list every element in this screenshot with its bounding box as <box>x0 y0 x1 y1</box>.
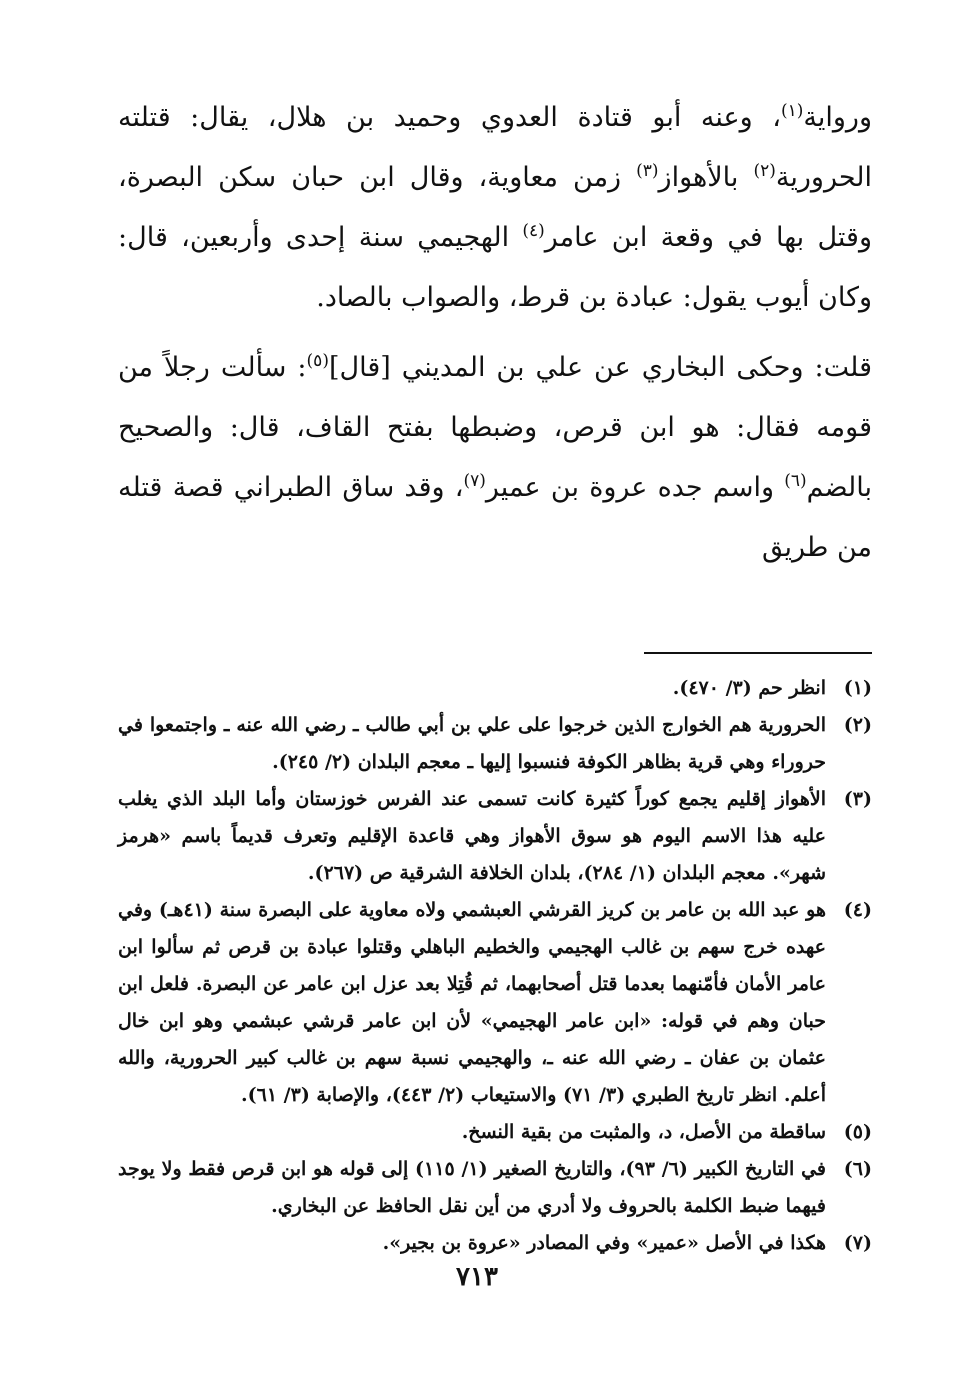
paragraph-2 <box>118 338 872 578</box>
footnote-number: (٦) <box>843 1158 872 1180</box>
footnote-ref-6[interactable]: (٦) <box>784 471 807 491</box>
footnote-number: (٤) <box>843 899 872 921</box>
footnote-text: الأهواز إقليم يجمع كوراً كثيرة كانت تسمى عند الفرس خوزستان وأما البلد الذي يغلب عليه هذا الاسم اليوم هو سوق الأهواز وهي قاعدة الإقليم وتعرف قديماً باسم «هرمز شهر». معجم البلدان (١/ ٢٨٤)، بلدان الخلافة الشرقية ص (٢٦٧). <box>118 788 826 884</box>
footnote-text: هو عبد الله بن عامر بن كريز القرشي العبشمي ولاه معاوية على البصرة سنة (٤١هـ) وفي عهده خرج سهم بن غالب الهجيمي والخطيم الباهلي وقتلوا عبادة بن قرص ثم سألوا ابن عامر الأمان فأمّنهما بعدما قتل أصحابهما، ثم قُتِلا بعد عزل ابن عامر عن البصرة. فلعل ابن حبان وهم في قوله: «ابن عامر الهجيمي» لأن ابن عامر قرشي عبشمي وهو ابن خال عثمان بن عفان ـ رضي الله عنه ـ، والهجيمي نسبة سهم بن غالب كبير الحرورية، والله أعلم. انظر تاريخ الطبري (٣/ ٧١) والاستيعاب (٢/ ٤٤٣)، والإصابة (٣/ ٦١). <box>118 899 826 1106</box>
text-run: ، وقد ساق الطبراني قصة قتله من طريق <box>118 472 872 563</box>
footnote-ref-2[interactable]: (٢) <box>753 161 776 181</box>
text-run: قلت: وحكى البخاري عن علي بن المديني [قال] <box>328 352 872 383</box>
footnote-1 <box>118 670 872 707</box>
footnote-number: (٢) <box>843 714 872 736</box>
footnote-number: (٧) <box>843 1232 872 1254</box>
text-run: ورواية <box>803 102 872 133</box>
footnote-text: في التاريخ الكبير (٦/ ٩٣)، والتاريخ الصغير (١/ ١١٥) إلى قوله هو ابن قرص فقط ولا يوجد فيهما ضبط الكلمة بالحروف ولا أدري من أين نقل الحافظ عن البخاري. <box>118 1158 826 1217</box>
footnote-number: (١) <box>843 677 872 699</box>
text-run: واسم جده عروة بن عمير <box>485 472 785 503</box>
footnote-separator <box>644 652 872 654</box>
footnote-ref-1[interactable]: (١) <box>780 101 804 121</box>
footnote-number: (٥) <box>843 1121 872 1143</box>
text-run: : سألت رجلاً من قومه فقال: هو ابن قرص، وضبطها بفتح القاف، قال: والصحيح بالضم <box>118 352 872 503</box>
footnote-ref-7[interactable]: (٧) <box>463 471 486 491</box>
text-run: زمن معاوية، وقال ابن حبان سكن البصرة، وقتل بها في وقعة ابن عامر <box>118 162 872 253</box>
main-text <box>118 88 872 578</box>
footnote-7 <box>118 1225 872 1262</box>
footnote-3 <box>118 781 872 892</box>
footnote-ref-4[interactable]: (٤) <box>522 221 545 241</box>
footnotes <box>118 670 872 1262</box>
text-run: ، وعنه أبو قتادة العدوي وحميد بن هلال، يقال: قتلته الحرورية <box>118 102 872 193</box>
footnote-text: ساقطة من الأصل، د، والمثبت من بقية النسخ. <box>461 1121 826 1143</box>
footnote-ref-5[interactable]: (٥) <box>306 351 329 371</box>
text-run: بالأهواز <box>658 162 754 193</box>
text-run: الهجيمي سنة إحدى وأربعين، قال: وكان أيوب يقول: عبادة بن قرط، والصواب بالصاد. <box>118 222 872 313</box>
footnote-text: الحرورية هم الخوارج الذين خرجوا على علي بن أبي طالب ـ رضي الله عنه ـ واجتمعوا في حروراء وهي قرية بظاهر الكوفة فنسبوا إليها ـ معجم البلدان (٢/ ٢٤٥). <box>118 714 826 773</box>
footnote-5 <box>118 1114 872 1151</box>
footnote-text: انظر حم (٣/ ٤٧٠). <box>672 677 826 699</box>
footnote-2 <box>118 707 872 781</box>
page-number: ٧١٣ <box>456 1262 498 1292</box>
footnote-6 <box>118 1151 872 1225</box>
footnote-4 <box>118 892 872 1114</box>
footnote-text: هكذا في الأصل «عمير» وفي المصادر «عروة بن بجير». <box>382 1232 826 1254</box>
paragraph-1 <box>118 88 872 328</box>
footnote-number: (٣) <box>843 788 872 810</box>
footnote-ref-3[interactable]: (٣) <box>636 161 659 181</box>
